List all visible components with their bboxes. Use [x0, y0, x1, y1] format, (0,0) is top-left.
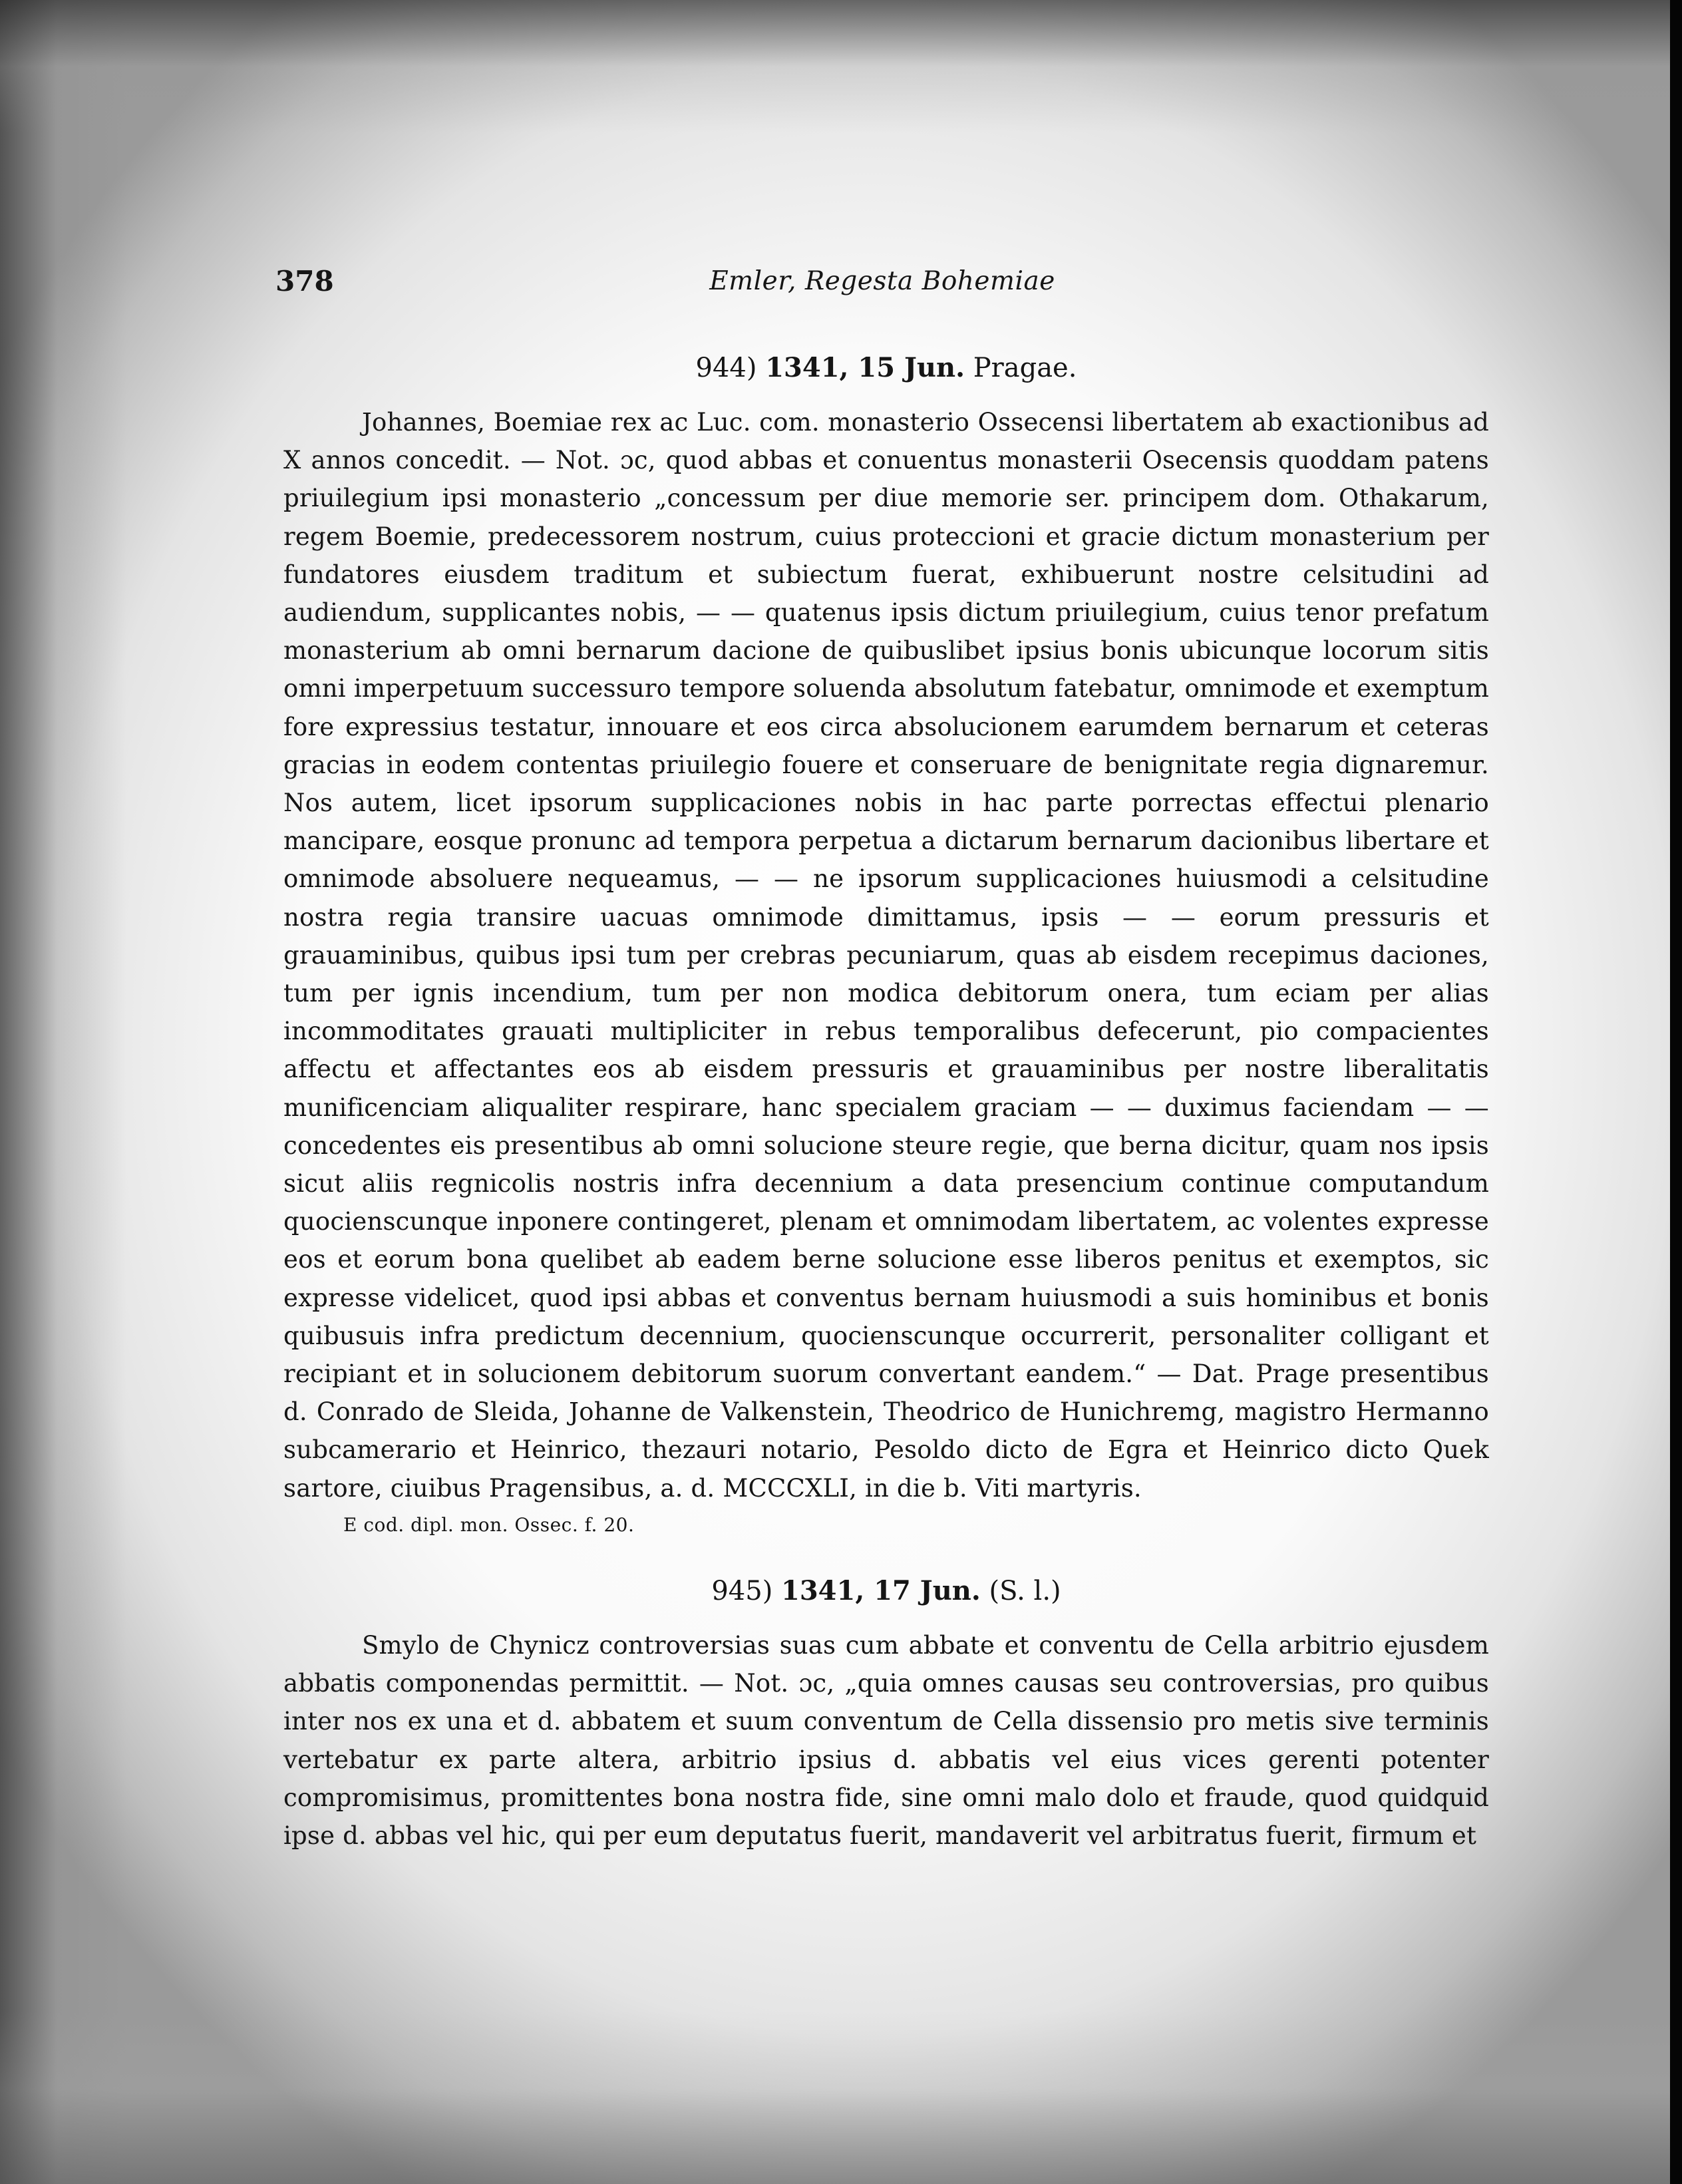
entry-place: Pragae. — [973, 353, 1077, 383]
entry-heading — [283, 1568, 1489, 1614]
entry-place: (S. l.) — [989, 1576, 1061, 1606]
entry-date: 1341, 15 Jun. — [765, 352, 965, 383]
regest-entry-945 — [283, 1568, 1489, 1855]
entry-number: 945) — [711, 1576, 773, 1606]
page-number: 378 — [275, 265, 334, 297]
entry-text: Johannes, Boemiae rex ac Luc. com. monasterio Ossecensi libertatem ab exactionibus ad X annos concedit. — Not. ɔc, quod abbas et conuentus monasterii Osecensis quoddam patens priuilegium ipsi monasterio „concessum per diue memorie ser. principem dom. Othakarum, regem Boemie, predecessorem nostrum, cuius proteccioni et gracie dictum monasterium per fundatores eiusdem traditum et subiectum fuerat, exhibuerunt nostre celsitudini ad audiendum, supplicantes nobis, — — quatenus ipsis dictum priuilegium, cuius tenor prefatum monasterium ab omni bernarum dacione de quibuslibet ipsius bonis ubicunque locorum sitis omni imperpetuum successuro tempore soluenda absolutum fatebatur, omnimode et exemptum fore expressius testatur, innouare et eos circa absolucionem earumdem bernarum et ceteras gracias in eodem contentas priuilegio fouere et conseruare de benignitate regia dignaremur. Nos autem, licet ipsorum supplicaciones nobis in hac parte porrectas effectui plenario mancipare, eosque pronunc ad tempora perpetua a dictarum bernarum dacionibus libertare et omnimode absoluere nequeamus, — — ne ipsorum supplicaciones huiusmodi a celsitudine nostra regia transire uacuas omnimode dimittamus, ipsis — — eorum pressuris et grauaminibus, quibus ipsi tum per crebras pecuniarum, quas ab eisdem recepimus daciones, tum per ignis incendium, tum per non modica debitorum onera, tum eciam per alias incommoditates grauati multipliciter in rebus temporalibus defecerunt, pio compacientes affectu et affectantes eos ab eisdem pressuris et grauaminibus per nostre liberalitatis munificenciam aliqualiter respirare, hanc specialem graciam — — duximus faciendam — — concedentes eis presentibus ab omni solucione steure regie, que berna dicitur, quam nos ipsis sicut aliis regnicolis nostris infra decennium a data presencium continue computandum quocienscunque inponere contingeret, plenam et omnimodam libertatem, ac volentes expresse eos et eorum bona quelibet ab eadem berne solucione esse liberos penitus et exemptos, sic expresse videlicet, quod ipsi abbas et conventus bernam huiusmodi a suis hominibus et bonis quibusuis infra predictum decennium, quocienscunque occurrerit, personaliter colligant et recipiant et in solucionem debitorum suorum convertant eandem.“ — Dat. Prage presentibus d. Conrado de Sleida, Johanne de Valkenstein, Theodrico de Hunichremg, magistro Hermanno subcamerario et Heinrico, thezauri notario, Pesoldo dicto de Egra et Heinrico dicto Quek sartore, ciuibus Pragensibus, a. d. MCCCXLI, in die b. Viti martyris. — [283, 408, 1489, 1503]
entry-source: E cod. dipl. mon. Ossec. f. 20. — [343, 1513, 635, 1536]
scan-shadow-bottom — [0, 2011, 1670, 2184]
scan-border-right — [1670, 0, 1682, 2184]
regest-entry-944 — [283, 345, 1489, 1542]
page-header — [275, 265, 1489, 311]
entry-number: 944) — [695, 353, 757, 383]
scan-shadow-left — [0, 0, 126, 2184]
running-head: Emler, Regesta Bohemiae — [709, 266, 1055, 296]
entry-date: 1341, 17 Jun. — [781, 1575, 981, 1606]
entry-text: Smylo de Chynicz controversias suas cum abbate et conventu de Cella arbitrio ejusdem abbatis componendas permittit. — Not. ɔc, „quia omnes causas seu controversias, pro quibus inter nos ex una et d. abbatem et suum conventum de Cella dissensio pro metis sive terminis vertebatur ex parte altera, arbitrio ipsius d. abbatis vel eius vices gerenti potenter compromisimus, promittentes bona nostra fide, sine omni malo dolo et fraude, quod quidquid ipse d. abbas vel hic, qui per eum deputatus fuerit, mandaverit vel arbitratus fuerit, firmum et — [283, 1631, 1489, 1851]
entry-heading — [283, 345, 1489, 391]
scan-shadow-top — [0, 0, 1670, 133]
